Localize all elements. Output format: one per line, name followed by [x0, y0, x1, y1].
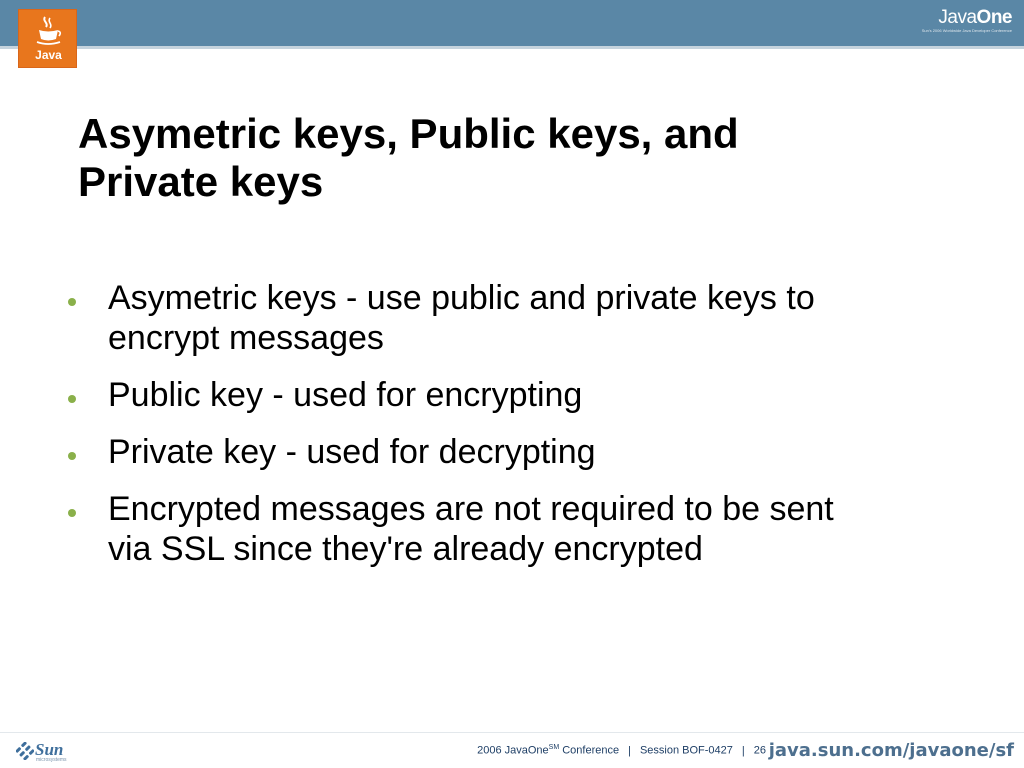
- bullet-list: [56, 278, 986, 586]
- slide-title-line-1: Asymetric keys, Public keys, and: [78, 110, 739, 157]
- bullet-text-line-1: Private key - used for decrypting: [108, 433, 596, 471]
- javaone-logo-name: [922, 8, 1012, 28]
- java-cup-icon: [34, 15, 63, 47]
- header-bar: [0, 0, 1024, 46]
- javaone-logo-suffix: One: [976, 7, 1012, 28]
- bullet-item: [56, 278, 986, 358]
- java-logo: [18, 9, 77, 68]
- sun-microsystems-logo: [16, 740, 76, 764]
- bullet-text-line-1: Encrypted messages are not required to be sent: [108, 490, 834, 528]
- footer-separator: |: [741, 744, 745, 757]
- conference-name: 2006 JavaOne: [477, 744, 549, 757]
- bullet-icon: [68, 298, 76, 306]
- footer-url: java.sun.com/javaone/sf: [768, 740, 1014, 761]
- bullet-icon: [68, 395, 76, 403]
- bullet-text-line-2: via SSL since they're already encrypted: [108, 530, 703, 568]
- javaone-logo-tagline: Sun's 2006 Worldwide Java Developer Conference: [921, 28, 1012, 33]
- sun-logo-word: Sun: [35, 740, 64, 759]
- bullet-text-line-1: Public key - used for encrypting: [108, 376, 583, 414]
- header-divider: [0, 46, 1024, 49]
- java-logo-text: Java: [35, 48, 62, 62]
- footer-separator: |: [628, 744, 631, 757]
- bullet-icon: [68, 452, 76, 460]
- sun-logo-icon: [16, 742, 34, 760]
- bullet-text-line-1: Asymetric keys - use public and private keys to: [108, 279, 815, 317]
- slide-title-line-2: Private keys: [78, 158, 324, 205]
- bullet-icon: [68, 509, 76, 517]
- page-number: 26: [753, 744, 766, 757]
- conference-suffix: Conference: [559, 744, 620, 757]
- footer-divider: [0, 732, 1024, 733]
- sun-logo-subtitle: microsystems: [36, 757, 67, 763]
- footer-conference-info: [477, 744, 766, 757]
- bullet-item: [56, 432, 986, 472]
- slide-title: [78, 110, 938, 206]
- bullet-item: [56, 375, 986, 415]
- javaone-logo: [922, 8, 1012, 34]
- javaone-logo-prefix: Java: [938, 7, 977, 28]
- service-mark: SM: [548, 744, 560, 751]
- bullet-text-line-2: encrypt messages: [108, 319, 384, 357]
- session-id: Session BOF-0427: [639, 744, 733, 757]
- bullet-item: [56, 489, 986, 569]
